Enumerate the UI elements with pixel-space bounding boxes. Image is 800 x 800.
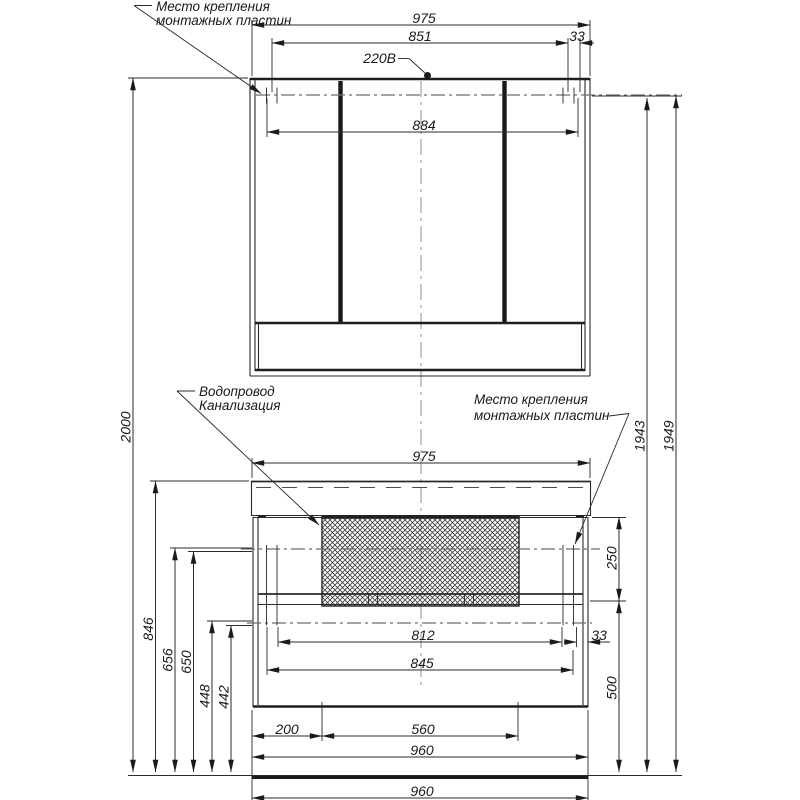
dim-height-upper-plate-top: 656 — [159, 648, 176, 672]
dim-height-lower-plate-top: 448 — [196, 684, 213, 708]
dim-height-counter: 846 — [140, 617, 156, 641]
power-point-dot — [424, 72, 431, 79]
dim-drawer-zone-height: 500 — [603, 676, 620, 700]
mirror-dimensions — [252, 10, 594, 137]
dim-height-upper-plate-bottom: 650 — [178, 650, 194, 674]
dim-basin-width: 560 — [411, 721, 435, 737]
dim-height-lower-plate-bottom: 442 — [215, 685, 232, 709]
dim-mirror-plate-span: 851 — [408, 28, 432, 44]
dim-mirror-plate-offset: 33 — [569, 28, 585, 44]
dim-mirror-inner-span: 884 — [412, 117, 436, 133]
mount-plates-bottom-label-line2: монтажных пластин — [474, 408, 610, 423]
dim-mirror-width: 975 — [412, 10, 436, 26]
plumbing-hatch-area — [322, 516, 519, 606]
height-dimensions-left — [118, 78, 253, 772]
dim-vanity-plate-span: 812 — [411, 627, 435, 643]
power-label: 220В — [363, 50, 396, 66]
dim-vanity-plate-offset: 33 — [591, 627, 607, 643]
vanity-dimensions — [252, 448, 626, 800]
dim-floor-width: 960 — [410, 783, 434, 799]
dim-basin-offset: 200 — [275, 721, 299, 737]
dim-plate-band-height: 250 — [603, 546, 620, 570]
plumbing-label-line2: Канализация — [199, 398, 281, 413]
mount-plates-bottom-label-line1: Место крепления — [474, 392, 588, 407]
power-callout — [362, 50, 431, 79]
mount-plates-top-label-line1: Место крепления — [156, 0, 270, 14]
plumbing-label-line1: Водопровод — [199, 384, 275, 399]
plumbing-label — [177, 384, 319, 525]
height-dimensions-right — [592, 96, 682, 772]
mirror-cabinet — [250, 78, 682, 376]
dim-vanity-top-width: 975 — [412, 448, 436, 464]
dim-height-mirror-plate-b: 1949 — [660, 420, 677, 452]
dim-vanity-outer-span: 845 — [410, 655, 434, 671]
dim-height-total: 2000 — [117, 411, 134, 443]
dim-height-mirror-plate-a: 1943 — [631, 420, 648, 452]
floor-line — [128, 776, 682, 778]
mount-plates-top-label-line2: монтажных пластин — [156, 13, 292, 28]
dim-vanity-width: 960 — [410, 742, 434, 758]
